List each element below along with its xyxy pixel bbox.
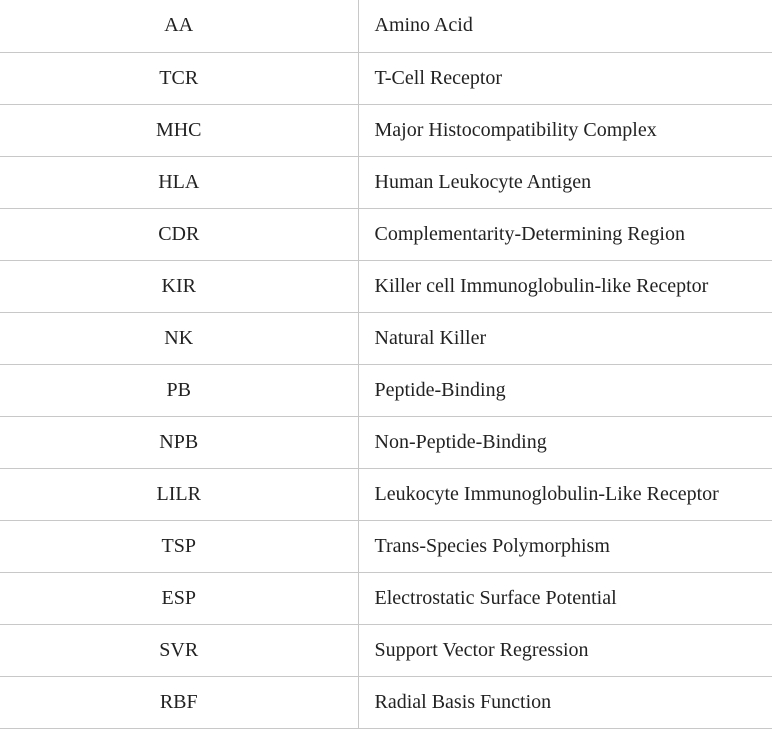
definition-cell: Major Histocompatibility Complex bbox=[358, 104, 772, 156]
abbreviation-cell: RBF bbox=[0, 676, 358, 728]
definition-cell: Trans-Species Polymorphism bbox=[358, 520, 772, 572]
definition-cell: Complementarity-Determining Region bbox=[358, 208, 772, 260]
definition-cell: Leukocyte Immunoglobulin-Like Receptor bbox=[358, 468, 772, 520]
definition-cell: Electrostatic Surface Potential bbox=[358, 572, 772, 624]
abbreviation-cell: KIR bbox=[0, 260, 358, 312]
table-row bbox=[0, 364, 772, 416]
abbreviation-cell: CDR bbox=[0, 208, 358, 260]
definition-cell: Peptide-Binding bbox=[358, 364, 772, 416]
abbreviation-cell: NPB bbox=[0, 416, 358, 468]
abbreviation-cell: LILR bbox=[0, 468, 358, 520]
table-row bbox=[0, 104, 772, 156]
table-row bbox=[0, 260, 772, 312]
abbreviation-cell: HLA bbox=[0, 156, 358, 208]
table-row bbox=[0, 156, 772, 208]
definition-cell: Natural Killer bbox=[358, 312, 772, 364]
abbreviation-cell: MHC bbox=[0, 104, 358, 156]
table-row bbox=[0, 624, 772, 676]
abbreviation-cell: NK bbox=[0, 312, 358, 364]
abbreviation-cell: AA bbox=[0, 0, 358, 52]
abbreviation-cell: SVR bbox=[0, 624, 358, 676]
abbreviation-cell: ESP bbox=[0, 572, 358, 624]
definition-cell: Non-Peptide-Binding bbox=[358, 416, 772, 468]
table-row bbox=[0, 52, 772, 104]
table-row bbox=[0, 312, 772, 364]
table-row bbox=[0, 520, 772, 572]
abbreviation-cell: PB bbox=[0, 364, 358, 416]
abbreviation-cell: TCR bbox=[0, 52, 358, 104]
definition-cell: Radial Basis Function bbox=[358, 676, 772, 728]
table-row bbox=[0, 468, 772, 520]
table-row bbox=[0, 0, 772, 52]
abbreviation-cell: TSP bbox=[0, 520, 358, 572]
definition-cell: Amino Acid bbox=[358, 0, 772, 52]
table-row bbox=[0, 676, 772, 728]
definition-cell: Support Vector Regression bbox=[358, 624, 772, 676]
definition-cell: Human Leukocyte Antigen bbox=[358, 156, 772, 208]
table-row bbox=[0, 208, 772, 260]
table-row bbox=[0, 416, 772, 468]
definition-cell: T-Cell Receptor bbox=[358, 52, 772, 104]
table-row bbox=[0, 572, 772, 624]
definition-cell: Killer cell Immunoglobulin-like Receptor bbox=[358, 260, 772, 312]
